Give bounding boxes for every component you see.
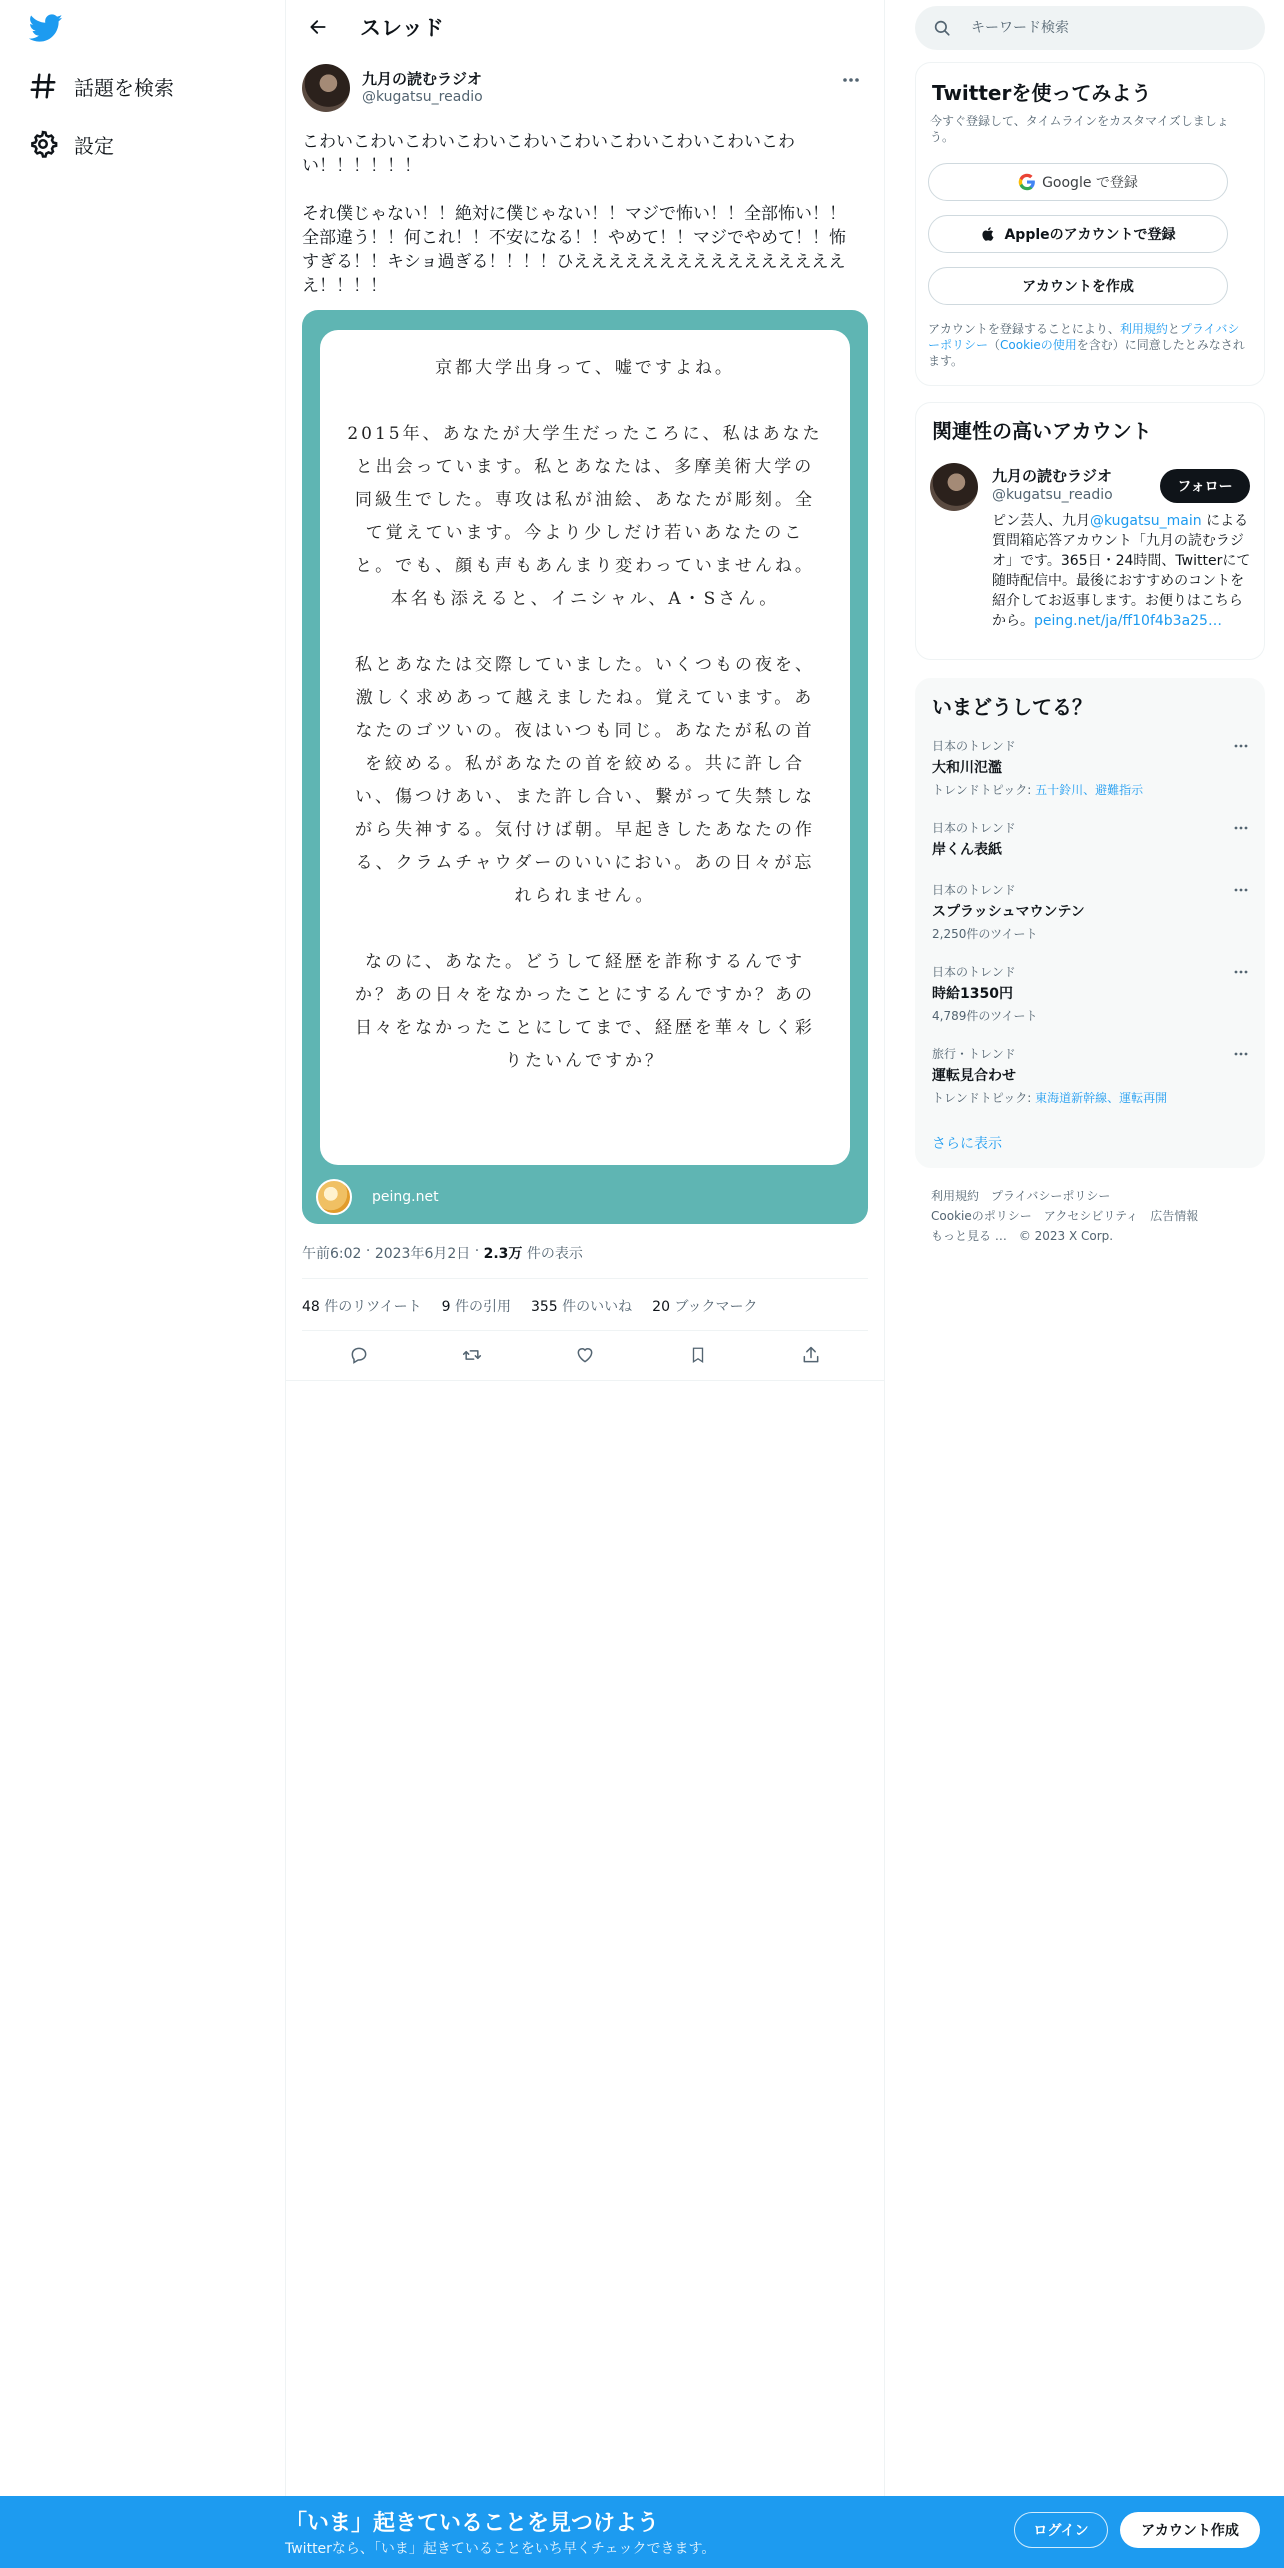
trend-more-button[interactable] [1230,739,1252,753]
tweet-meta [302,1243,583,1263]
author-avatar[interactable] [302,64,350,112]
likes-label: 件のいいね [562,1299,633,1315]
copyright: © 2023 X Corp. [1018,1229,1114,1243]
likes-stat[interactable] [531,1296,632,1316]
search-box[interactable] [915,6,1265,50]
google-icon [1018,173,1036,191]
legal-text: と [1167,322,1180,336]
trend-name: スプラッシュマウンテン [932,904,1085,920]
bottom-bar-subtitle: Twitterなら、「いま」起きていることをいち早くチェックできます。 [285,2541,716,2557]
card-paragraph: 私とあなたは交際していました。いくつもの夜を、激しく求めあって越えましたね。覚えています。あなたのゴツいの。夜はいつも同じ。あなたが私の首を絞める。私があなたの首を絞める。共に許し合い、傷つけあい、また許し合い、繋がって失禁しながら失神する。気付けば朝。早起きしたあなたの作る、クラムチャウダーのいいにおい。あの日々が忘れられません。 [355,655,815,906]
google-signup-label: Google で登録 [1042,175,1138,191]
views-count: 2.3万 [483,1246,523,1262]
twitter-bird-icon[interactable] [29,14,63,44]
footer-ads-link[interactable]: 広告情報 [1150,1209,1199,1223]
footer-cookie-link[interactable]: Cookieのポリシー [931,1209,1032,1223]
trend-item[interactable] [932,963,1252,1024]
bookmarks-count: 20 [652,1299,670,1315]
create-account-button[interactable] [928,267,1228,305]
related-title: 関連性の高いアカウント [932,419,1152,443]
trend-context: 日本のトレンド [932,739,1016,753]
like-button[interactable] [568,1338,602,1372]
legal-text: を含む）に同意したとみなされます。 [928,338,1245,368]
more-dots-icon [842,77,860,83]
login-button[interactable]: ログイン [1014,2512,1108,2548]
left-navigation [0,0,285,2568]
footer-terms-link[interactable]: 利用規約 [931,1189,980,1203]
trend-tweet-count: 2,250件のツイート [932,927,1038,941]
related-name[interactable]: 九月の読むラジオ [992,467,1113,485]
apple-icon [980,225,998,243]
cookie-link[interactable]: Cookieの使用 [1000,338,1077,352]
signup-button[interactable]: アカウント作成 [1120,2512,1260,2548]
retweets-label: 件のリツイート [324,1299,422,1315]
heart-icon [575,1345,595,1365]
trend-name: 運転見合わせ [932,1068,1016,1084]
trend-context: 旅行・トレンド [932,1047,1016,1061]
signup-subtitle: 今すぐ登録して、タイムラインをカスタマイズしましょう。 [930,114,1229,144]
search-icon [933,19,951,37]
more-options-button[interactable] [834,70,868,90]
card-paragraph: 京都大学出身って、嘘ですよね。 [435,358,735,378]
trend-sub [932,781,1252,798]
trend-name: 大和川氾濫 [932,760,1002,776]
footer-links [931,1186,1251,1246]
tweet-text: こわいこわいこわいこわいこわいこわいこわいこわいこわいこわい！！！！！！ それ僕じゃない！！絶対に僕じゃない！！マジで怖い！！全部怖い！！全部違う！！何これ！！不安になる！！やめて！！マジでやめて！！怖すぎる！！キショ過ぎる！！！！ひえええええええええええええええええ！！！！ [302,132,846,296]
trend-item[interactable] [932,881,1252,942]
trend-item[interactable] [932,1045,1252,1106]
legal-text: （ [988,338,1001,352]
share-button[interactable] [794,1338,828,1372]
page-title: スレッド [360,16,444,40]
trend-sub [932,1089,1252,1106]
thread-column [286,0,884,2568]
apple-signup-button[interactable] [928,215,1228,253]
footer-more-link[interactable]: もっと見る … [931,1229,1007,1243]
column-divider [884,0,885,2568]
nav-settings[interactable] [28,124,114,164]
privacy-link[interactable]: プライバシーポリシー [928,322,1240,352]
quotes-count: 9 [441,1299,451,1315]
card-paragraph: なのに、あなた。どうして経歴を詐称するんですか？あの日々をなかったことにするんですか？あの日々をなかったことにしてまで、経歴を華々しく彩りたいんですか？ [355,952,815,1071]
trend-more-button[interactable] [1230,883,1252,897]
signup-panel [915,62,1265,386]
share-icon [801,1345,821,1365]
login-prompt-bar [0,2496,1284,2568]
footer-privacy-link[interactable]: プライバシーポリシー [991,1189,1111,1203]
bio-url-link[interactable]: peing.net/ja/ff10f4b3a25… [1034,613,1222,629]
legal-text: アカウントを登録することにより、 [928,322,1120,336]
back-button[interactable] [300,9,336,45]
trend-context: 日本のトレンド [932,965,1016,979]
divider [302,1278,868,1279]
follow-button[interactable]: フォロー [1160,469,1250,503]
create-account-label: アカウントを作成 [1022,279,1134,295]
retweets-stat[interactable] [302,1296,422,1316]
arrow-left-icon [308,17,328,37]
author-name[interactable]: 九月の読むラジオ [362,70,483,88]
signup-title: Twitterを使ってみよう [932,81,1152,105]
nav-explore-label: 話題を検索 [74,75,174,100]
related-bio [992,511,1252,631]
image-source-label: peing.net [372,1189,439,1205]
question-card [320,330,850,1165]
reply-icon [349,1345,369,1365]
search-input[interactable] [971,20,1231,36]
trend-topic-links[interactable]: 五十鈴川、避難指示 [1035,783,1144,797]
trend-context: 日本のトレンド [932,821,1016,835]
related-accounts-panel [915,402,1265,660]
bookmark-icon [689,1345,707,1365]
hashtag-icon [28,71,58,101]
thread-header [286,0,884,54]
footer-accessibility-link[interactable]: アクセシビリティ [1043,1209,1139,1223]
bio-mention-link[interactable]: @kugatsu_main [1090,513,1202,529]
meta-separator: · [470,1243,484,1259]
trend-context: 日本のトレンド [932,883,1016,897]
meta-separator: · [361,1243,375,1259]
trend-sub-text: トレンドトピック: [932,783,1036,797]
terms-link[interactable]: 利用規約 [1119,322,1168,336]
nav-explore[interactable] [28,66,174,106]
tweet-date[interactable]: 2023年6月2日 [374,1246,471,1262]
divider [286,1380,884,1381]
bookmarks-label: ブックマーク [674,1299,758,1315]
bottom-bar-title: 「いま」起きていることを見つけよう [285,2511,660,2536]
trend-tweet-count: 4,789件のツイート [932,1009,1038,1023]
card-paragraph: 2015年、あなたが大学生だったころに、私はあなたと出会っています。私とあなたは、多摩美術大学の同級生でした。専攻は私が油絵、あなたが彫刻。全て覚えています。今より少しだけ若いあなたのこと。でも、顔も声もあんまり変わっていませんね。本名も添えると、イニシャル、A・Sさん。 [347,424,823,609]
trend-more-button[interactable] [1230,1047,1252,1061]
bookmark-button[interactable] [681,1338,715,1372]
quotes-stat[interactable] [442,1296,511,1316]
views-label: 件の表示 [526,1246,583,1262]
tweet-actions [302,1338,868,1372]
bio-text: ピン芸人、九月 [992,513,1090,529]
trend-item[interactable] [932,737,1252,798]
retweet-icon [461,1345,483,1365]
tweet-author [302,64,868,114]
nav-settings-label: 設定 [74,133,114,158]
trend-item[interactable] [932,819,1252,859]
bookmarks-stat[interactable] [652,1296,757,1316]
trend-name: 岸くん表紙 [932,842,1002,858]
trends-panel [915,678,1265,1168]
image-source [316,1178,439,1216]
retweets-count: 48 [302,1299,320,1315]
quotes-label: 件の引用 [454,1299,511,1315]
google-signup-button[interactable] [928,163,1228,201]
legal-notice [928,321,1248,369]
divider [302,1330,868,1331]
show-more-link[interactable]: さらに表示 [932,1136,1002,1152]
trend-more-button[interactable] [1230,821,1252,835]
trend-sub-text: トレンドトピック: [932,1091,1036,1105]
trend-topic-links[interactable]: 東海道新幹線、運転再開 [1035,1091,1168,1105]
trends-title: いまどうしてる？ [932,695,1092,719]
gear-icon [28,129,58,159]
likes-count: 355 [530,1299,558,1315]
tweet-time[interactable]: 午前6:02 [302,1246,362,1262]
bio-text: による質問箱応答アカウント「九月の読むラジオ」です。365日・24時間、Twitterにて随時配信中。最後におすすめのコントを紹介してお返事します。お便りはこちらから。 [992,513,1251,629]
peing-logo-icon [316,1179,352,1215]
tweet-image[interactable] [302,310,868,1224]
trend-name: 時給1350円 [932,986,1013,1002]
tweet-stats [302,1296,757,1316]
apple-signup-label: Appleのアカウントで登録 [1004,227,1176,243]
related-avatar[interactable] [930,463,978,511]
trend-more-button[interactable] [1230,965,1252,979]
author-handle[interactable]: @kugatsu_readio [362,89,483,105]
retweet-button[interactable] [455,1338,489,1372]
related-handle[interactable]: @kugatsu_readio [992,487,1113,503]
reply-button[interactable] [342,1338,376,1372]
